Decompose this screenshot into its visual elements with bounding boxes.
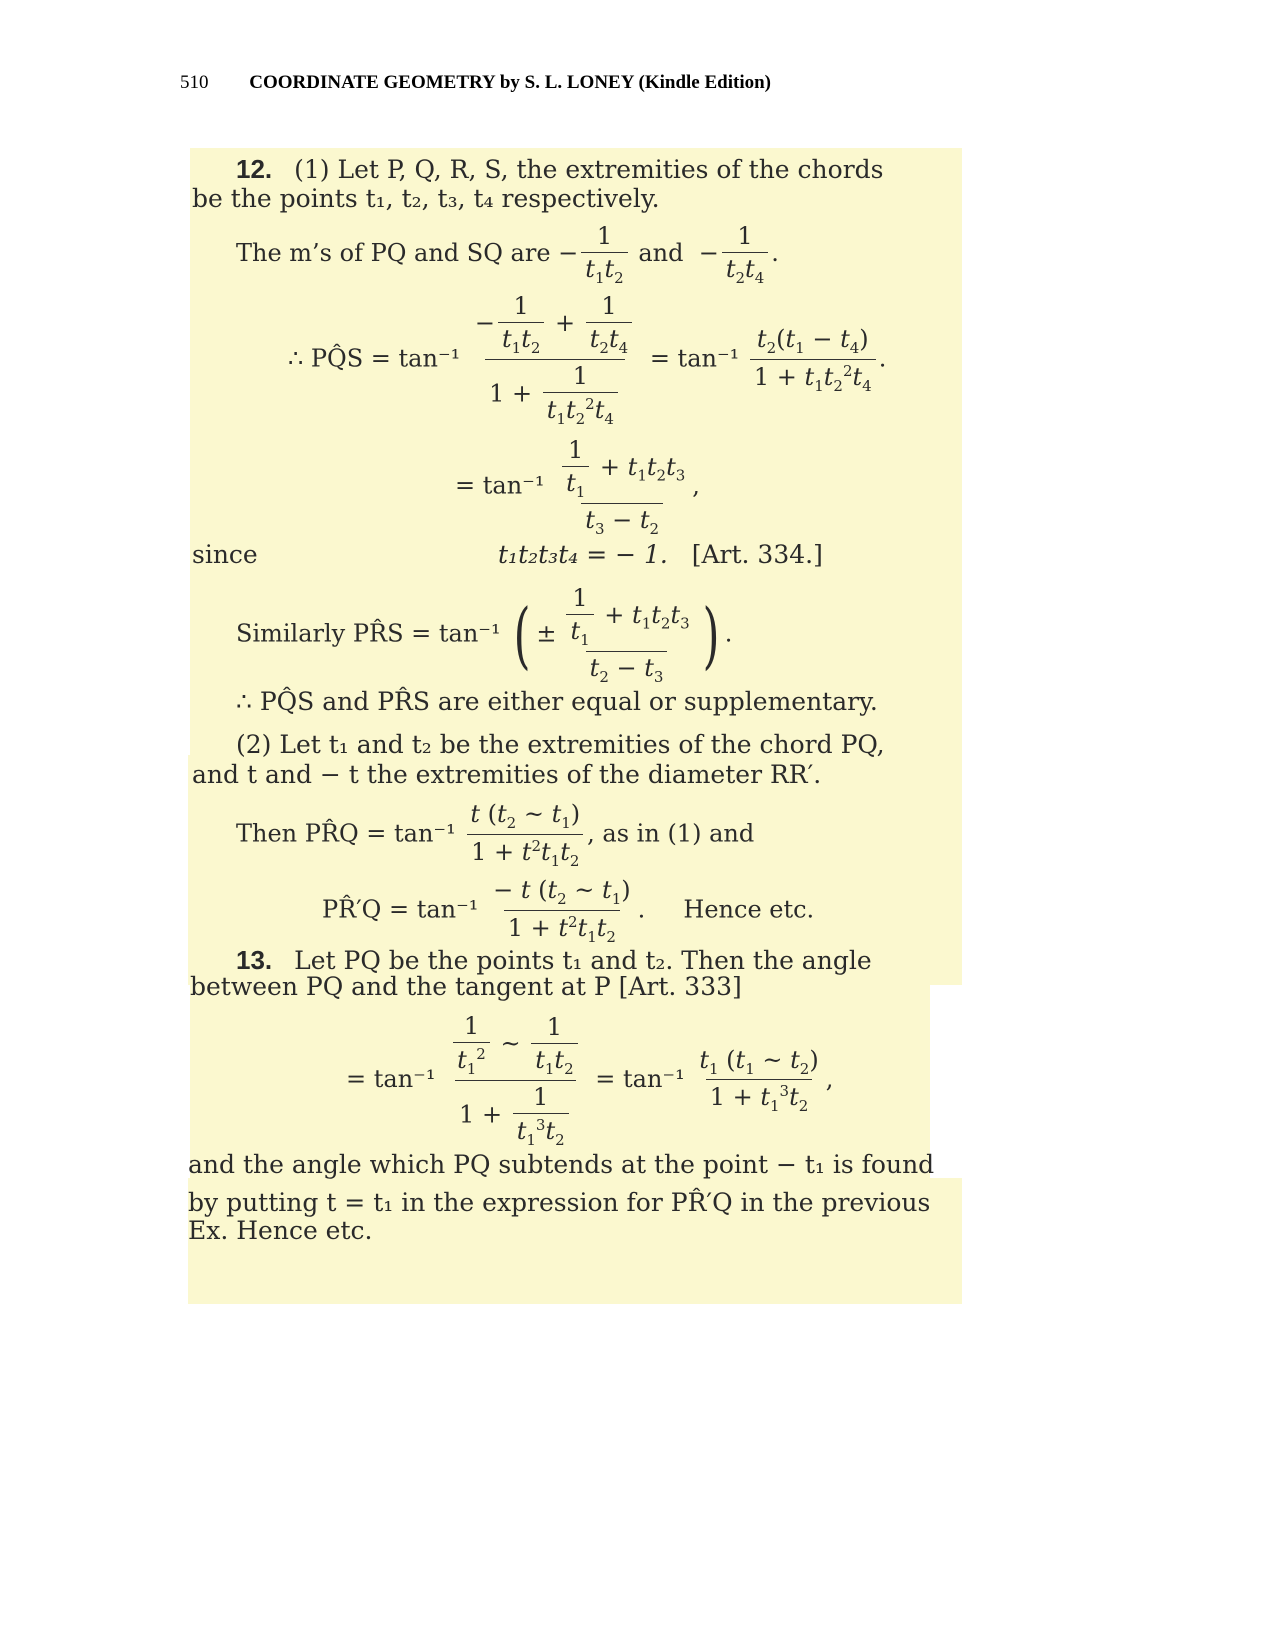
text-line: Ex. Hence etc. bbox=[188, 1216, 373, 1245]
fraction: $\frac{- t (t_2 \sim t_1)}{1 + t^2t_1t_2}$ bbox=[493, 876, 631, 946]
text-line: and t and − t the extremities of the diameter RR′. bbox=[192, 760, 822, 789]
text-line: between PQ and the tangent at P [Art. 333] bbox=[190, 972, 742, 1001]
since-equation bbox=[498, 540, 823, 570]
part-label: (2) bbox=[236, 730, 272, 759]
text-fragment: , as in (1) and bbox=[587, 819, 755, 848]
part-label: (1) bbox=[294, 155, 330, 184]
part2-heading bbox=[236, 730, 885, 760]
compound-fraction: $\frac{1}{t_1^2}$ ~ $\frac{1}{t_1t_2}$ 1 + $\frac{1}{t_1^3t_2}$ bbox=[446, 1012, 585, 1149]
equation-pqs-2: = tan⁻¹ $\frac{1}{t_1}$ + $t_1t_2t_3$ $t_3 - t_2$ , bbox=[455, 436, 700, 538]
text-line: be the points t₁, t₂, t₃, t₄ respectively. bbox=[192, 184, 660, 213]
problem-number: 12. bbox=[236, 154, 273, 184]
fraction: $\frac{t (t_2 \sim t_1)}{1 + t^2t_1t_2}$ bbox=[466, 800, 584, 870]
equation-lhs: PR̂′Q = tan⁻¹ bbox=[322, 895, 479, 924]
fraction: $\frac{t_2(t_1 - t_4)}{1 + t_1t_2^2t_4}$ bbox=[750, 325, 876, 395]
equation-prq-prime: PR̂′Q = tan⁻¹ $\frac{- t (t_2 \sim t_1)}{1 + t^2t_1t_2}$ . Hence etc. bbox=[322, 876, 815, 946]
article-reference: [Art. 334.] bbox=[691, 540, 823, 569]
fraction: $\frac{t_1 (t_1 \sim t_2)}{1 + t_1^3t_2}$ bbox=[699, 1045, 819, 1116]
text-line: Let t₁ and t₂ be the extremities of the chord PQ, bbox=[279, 730, 885, 759]
slopes-line: The m’s of PQ and SQ are − $\frac{1}{t_1t_2}$ and − $\frac{1}{t_2t_4}$ . bbox=[236, 222, 779, 287]
fraction: $\frac{1}{t_1t_2}$ bbox=[581, 222, 627, 287]
conclusion-line: ∴ PQ̂S and PR̂S are either equal or supplementary. bbox=[236, 687, 878, 716]
book-title: COORDINATE GEOMETRY by S. L. LONEY (Kindle Edition) bbox=[249, 72, 771, 93]
fraction: $\frac{1}{t_2t_4}$ bbox=[722, 222, 768, 287]
page-number: 510 bbox=[180, 72, 209, 93]
equation-lhs: = tan⁻¹ bbox=[455, 471, 545, 500]
text-line: Let P, Q, R, S, the extremities of the chords bbox=[337, 155, 884, 184]
equation-lhs: Then PR̂Q = tan⁻¹ bbox=[236, 819, 456, 848]
page-header bbox=[180, 72, 771, 94]
equation-pqs: ∴ PQ̂S = tan⁻¹ − $\frac{1}{t_1t_2}$ + $\frac{1}{t_2t_4}$ 1 + $\frac{1}{t_1t_2^2t_4}$ = tan⁻¹ $\frac{t_2(t_1 - t_4)}{1 + t_1t_2^2t_4}$ . bbox=[288, 292, 887, 428]
text-line: and the angle which PQ subtends at the point − t₁ is found bbox=[188, 1150, 935, 1179]
text-line: by putting t = t₁ in the expression for PR̂′Q in the previous bbox=[188, 1188, 931, 1217]
text-word: and bbox=[638, 238, 684, 267]
text-line: Let PQ be the points t₁ and t₂. Then the angle bbox=[294, 946, 872, 975]
equation-rhs: = tan⁻¹ bbox=[595, 1064, 685, 1093]
since-label: since bbox=[192, 540, 258, 569]
compound-fraction: $\frac{1}{t_1}$ + $t_1t_2t_3$ $t_3 - t_2$ bbox=[555, 436, 689, 538]
equation-lhs: Similarly PR̂S = tan⁻¹ bbox=[236, 619, 501, 648]
equation-rhs: = tan⁻¹ bbox=[649, 344, 740, 373]
equation-tangent-angle: = tan⁻¹ $\frac{1}{t_1^2}$ ~ $\frac{1}{t_1t_2}$ 1 + $\frac{1}{t_1^3t_2}$ = tan⁻¹ $\frac{t_1 (t_1 \sim t_2)}{1 + t_1^3t_2}$ , bbox=[346, 1012, 834, 1149]
problem-number: 13. bbox=[236, 945, 273, 975]
equation: t₁t₂t₃t₄ = − 1. bbox=[498, 540, 668, 569]
equation-prs: Similarly PR̂S = tan⁻¹ ( ± $\frac{1}{t_1}$ + $t_1t_2t_3$ $t_2 - t_3$ ) . bbox=[236, 584, 733, 686]
compound-fraction: $\frac{1}{t_1}$ + $t_1t_2t_3$ $t_2 - t_3$ bbox=[559, 584, 693, 686]
compound-fraction: − $\frac{1}{t_1t_2}$ + $\frac{1}{t_2t_4}$ 1 + $\frac{1}{t_1t_2^2t_4}$ bbox=[471, 292, 639, 428]
text-fragment: Hence etc. bbox=[683, 895, 815, 924]
problem-12-heading bbox=[236, 154, 883, 185]
equation-lhs: = tan⁻¹ bbox=[346, 1064, 436, 1093]
text-line: The m’s of PQ and SQ are bbox=[236, 238, 551, 267]
equation-lhs: ∴ PQ̂S = tan⁻¹ bbox=[288, 344, 461, 373]
equation-prq bbox=[236, 800, 754, 870]
